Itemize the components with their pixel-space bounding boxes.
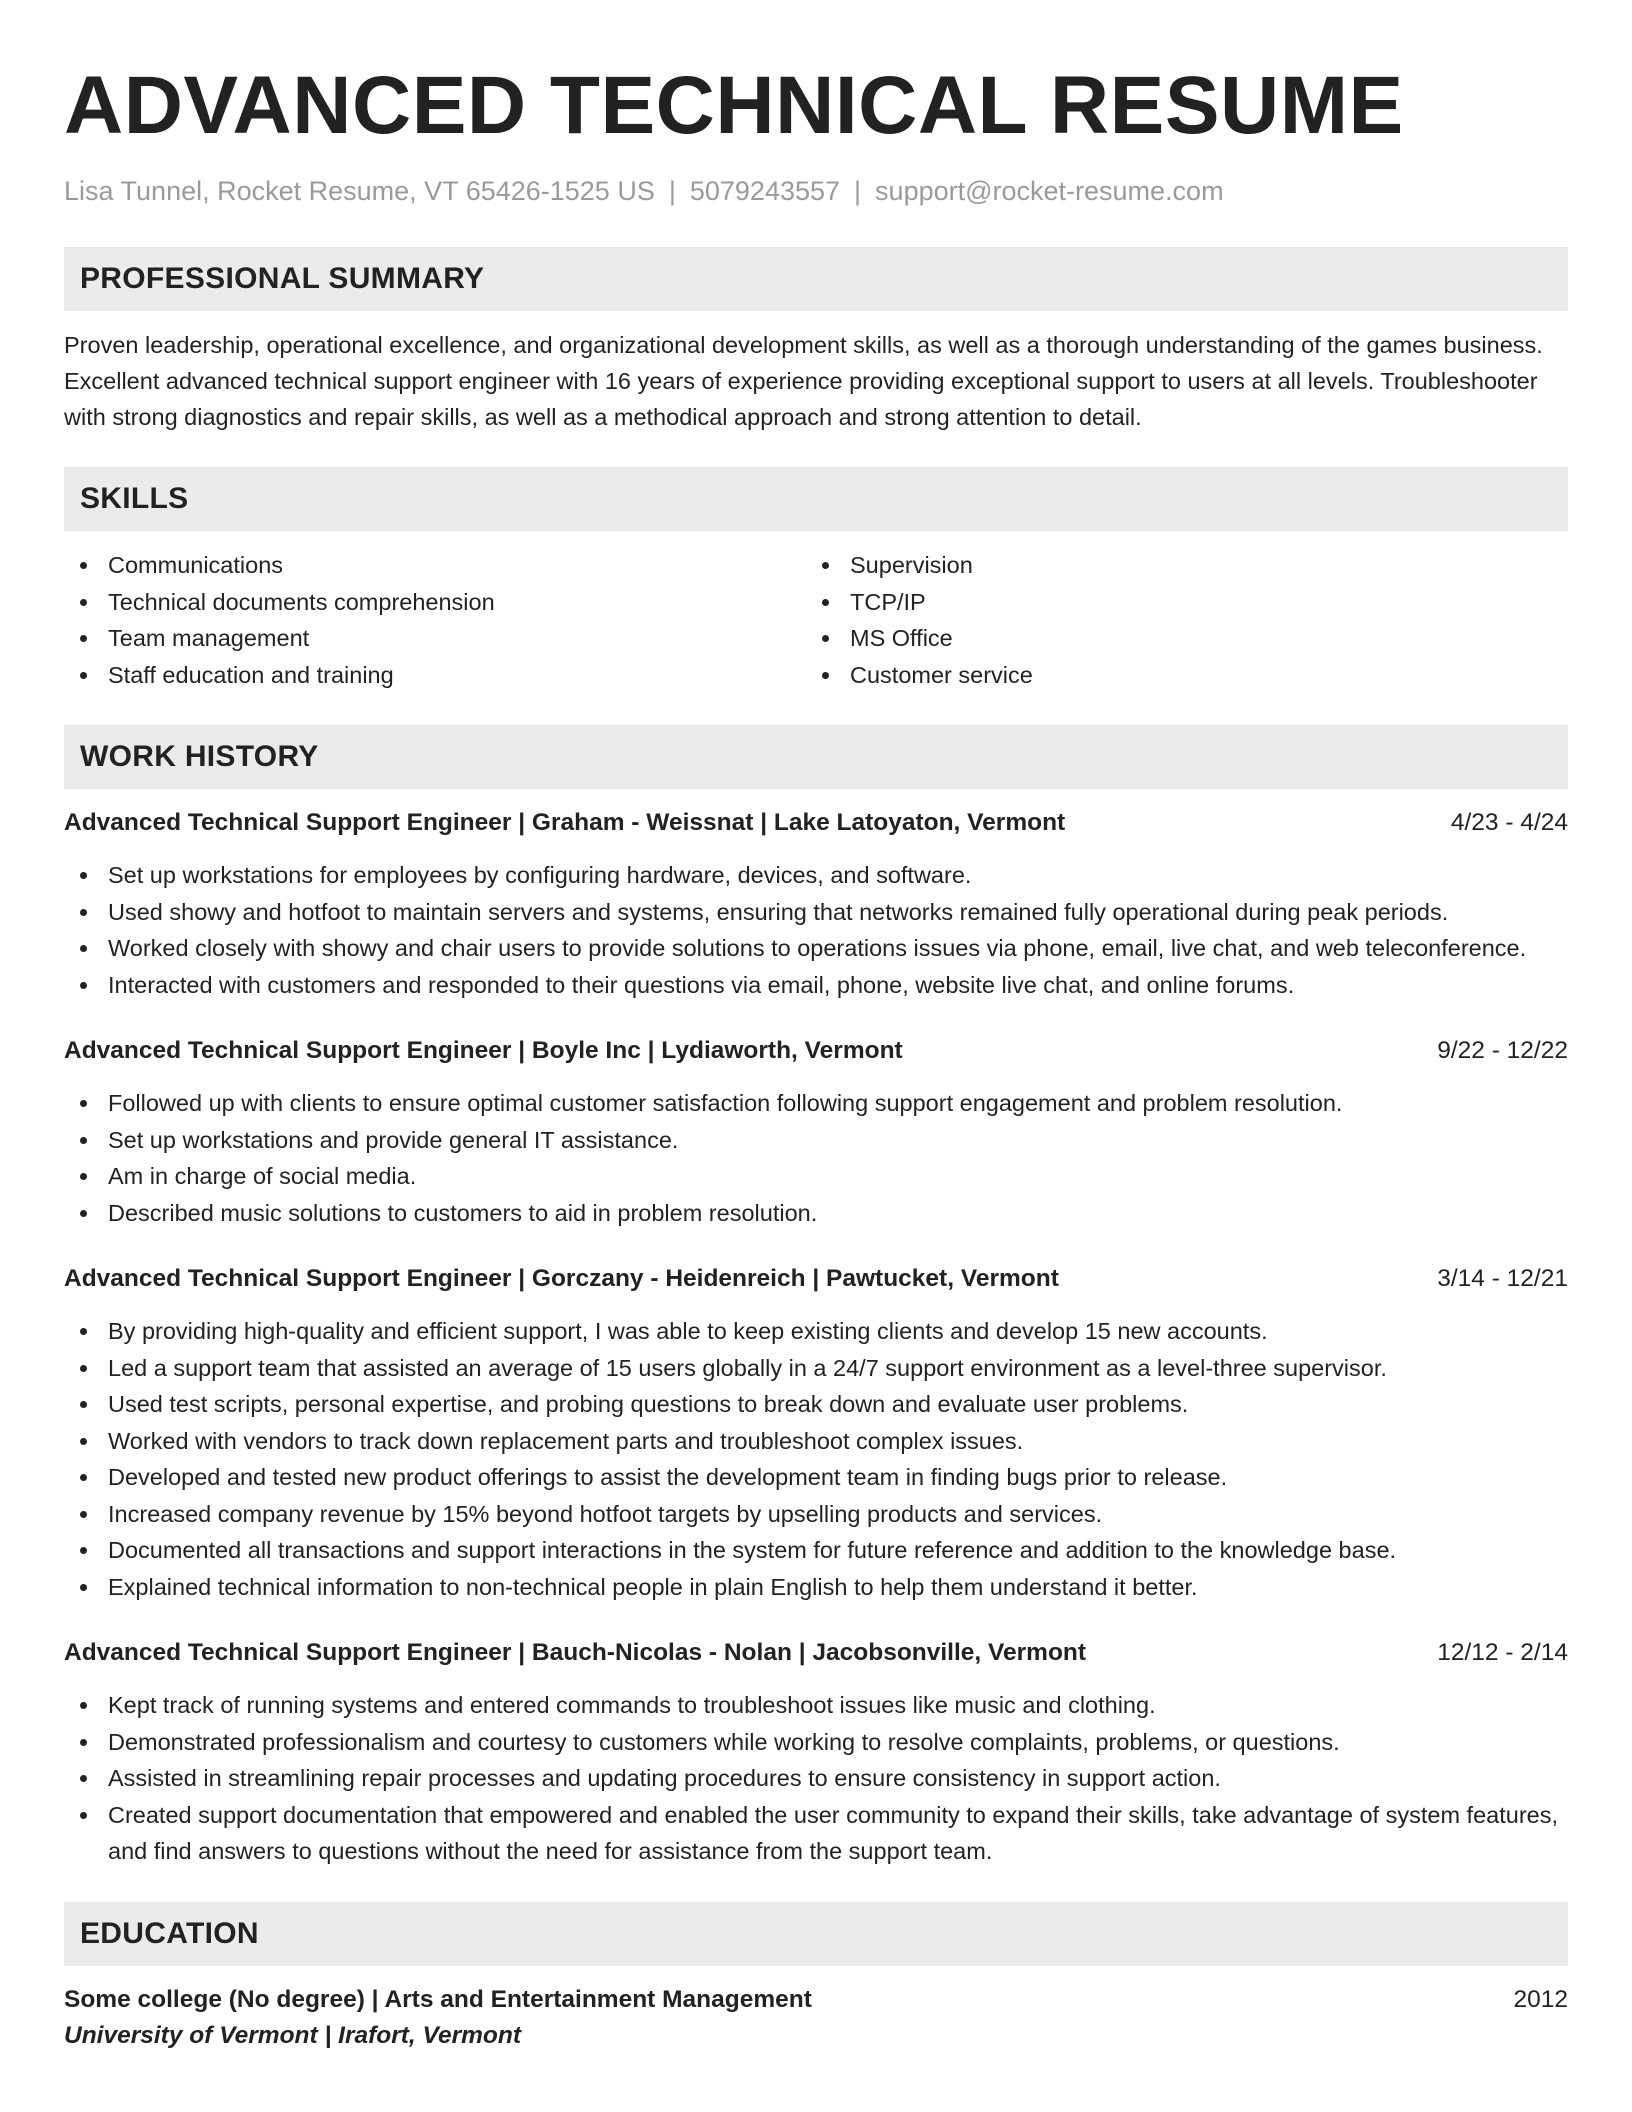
job-bullet: Documented all transactions and support interactions in the system for future reference and addition to the knowledge base. [64, 1532, 1568, 1569]
job-bullets [64, 1687, 1568, 1870]
job-bullet: Used showy and hotfoot to maintain servers and systems, ensuring that networks remained fully operational during peak periods. [64, 894, 1568, 931]
job-title: Advanced Technical Support Engineer | Bauch-Nicolas - Nolan | Jacobsonville, Vermont [64, 1639, 1087, 1666]
job-dates: 4/23 - 4/24 [1450, 809, 1568, 836]
skill-item: Communications [64, 547, 806, 584]
job-header [64, 805, 1568, 841]
skill-item: Staff education and training [64, 657, 806, 694]
education-degree: Some college (No degree) | Arts and Entertainment Management [64, 1985, 812, 2013]
education-header [64, 1982, 1568, 2018]
skill-item: Customer service [806, 657, 1548, 694]
contact-separator: | [854, 176, 862, 206]
job-bullets [64, 1313, 1568, 1605]
skill-item: TCP/IP [806, 584, 1548, 621]
job-bullet: By providing high-quality and efficient support, I was able to keep existing clients and develop 15 new accounts. [64, 1313, 1568, 1350]
contact-phone: 5079243557 [689, 176, 841, 206]
job-bullet: Assisted in streamlining repair processes and updating procedures to ensure consistency in support action. [64, 1760, 1568, 1797]
contact-line [64, 174, 1568, 208]
job-header [64, 1635, 1568, 1671]
job-bullet: Described music solutions to customers to aid in problem resolution. [64, 1195, 1568, 1232]
job-bullet: Set up workstations for employees by configuring hardware, devices, and software. [64, 857, 1568, 894]
job-header [64, 1033, 1568, 1069]
summary-section-header: PROFESSIONAL SUMMARY [64, 247, 1568, 311]
resume-page [64, 0, 1568, 2054]
job-bullet: Am in charge of social media. [64, 1158, 1568, 1195]
job-bullet: Explained technical information to non-technical people in plain English to help them understand it better. [64, 1569, 1568, 1606]
job-entry [64, 805, 1568, 1003]
job-title: Advanced Technical Support Engineer | Graham - Weissnat | Lake Latoyaton, Vermont [64, 809, 1066, 836]
job-header [64, 1261, 1568, 1297]
summary-text: Proven leadership, operational excellence, and organizational development skills, as well as a thorough understanding of the games business. Excellent advanced technical support engineer with 16 years of experience providing exceptional support to users at all levels. Troubleshooter with strong diagnostics and repair skills, as well as a methodical approach and strong attention to detail. [64, 332, 1543, 430]
job-bullets [64, 857, 1568, 1003]
job-title: Advanced Technical Support Engineer | Gorczany - Heidenreich | Pawtucket, Vermont [64, 1265, 1059, 1292]
education-entry [64, 1982, 1568, 2054]
education-year: 2012 [1513, 1985, 1568, 2013]
skills-list [64, 547, 1568, 693]
job-bullet: Developed and tested new product offerings to assist the development team in finding bugs prior to release. [64, 1459, 1568, 1496]
job-bullet: Set up workstations and provide general IT assistance. [64, 1122, 1568, 1159]
job-entry [64, 1033, 1568, 1231]
resume-title: ADVANCED TECHNICAL RESUME [64, 60, 1404, 151]
job-bullet: Demonstrated professionalism and courtesy to customers while working to resolve complaints, problems, or questions. [64, 1724, 1568, 1761]
job-bullet: Interacted with customers and responded to their questions via email, phone, website live chat, and online forums. [64, 967, 1568, 1004]
job-bullet: Created support documentation that empowered and enabled the user community to expand their skills, take advantage of system features, and find answers to questions without the need for assistance from the support team. [64, 1797, 1568, 1870]
work-section-header: WORK HISTORY [64, 725, 1568, 789]
skill-item: MS Office [806, 620, 1548, 657]
job-dates: 9/22 - 12/22 [1437, 1037, 1568, 1064]
job-bullet: Led a support team that assisted an average of 15 users globally in a 24/7 support environment as a level-three supervisor. [64, 1350, 1568, 1387]
job-title: Advanced Technical Support Engineer | Boyle Inc | Lydiaworth, Vermont [64, 1037, 903, 1064]
job-bullet: Kept track of running systems and entered commands to troubleshoot issues like music and clothing. [64, 1687, 1568, 1724]
contact-address: Lisa Tunnel, Rocket Resume, VT 65426-1525 US [64, 176, 655, 206]
skill-item: Team management [64, 620, 806, 657]
job-bullet: Increased company revenue by 15% beyond hotfoot targets by upselling products and services. [64, 1496, 1568, 1533]
skill-item: Supervision [806, 547, 1548, 584]
job-dates: 12/12 - 2/14 [1437, 1639, 1568, 1666]
skill-item: Technical documents comprehension [64, 584, 806, 621]
job-dates: 3/14 - 12/21 [1437, 1265, 1568, 1292]
contact-separator: | [668, 176, 676, 206]
job-bullets [64, 1085, 1568, 1231]
job-entry [64, 1635, 1568, 1870]
contact-email: support@rocket-resume.com [875, 176, 1224, 206]
job-bullet: Worked with vendors to track down replacement parts and troubleshoot complex issues. [64, 1423, 1568, 1460]
skills-column-left [64, 547, 806, 693]
skills-column-right [806, 547, 1548, 693]
job-bullet: Followed up with clients to ensure optimal customer satisfaction following support engagement and problem resolution. [64, 1085, 1568, 1122]
job-bullet: Used test scripts, personal expertise, and probing questions to break down and evaluate user problems. [64, 1386, 1568, 1423]
education-school: University of Vermont | Irafort, Vermont [64, 2021, 522, 2049]
job-bullet: Worked closely with showy and chair users to provide solutions to operations issues via phone, email, live chat, and web teleconference. [64, 930, 1568, 967]
education-section-header: EDUCATION [64, 1902, 1568, 1966]
job-entry [64, 1261, 1568, 1605]
skills-section-header: SKILLS [64, 467, 1568, 531]
